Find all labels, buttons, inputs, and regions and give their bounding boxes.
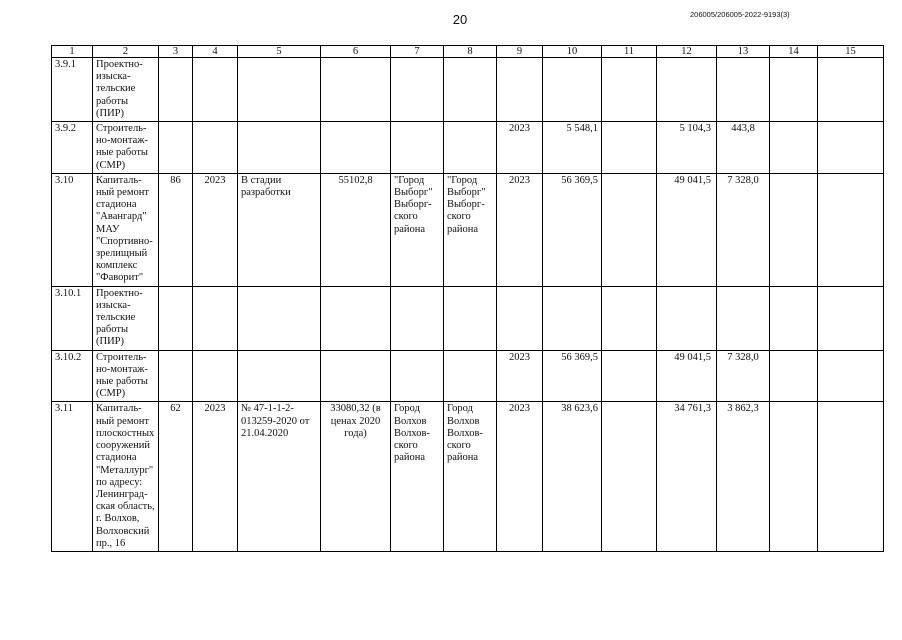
- table-cell: [818, 286, 884, 350]
- table-cell: [391, 122, 444, 174]
- table-row: [52, 286, 884, 350]
- header-cell: 5: [238, 46, 321, 58]
- header-cell: 8: [444, 46, 497, 58]
- table-cell: [770, 402, 818, 551]
- row-number-cell: 3.11: [52, 402, 93, 551]
- table-cell: [444, 122, 497, 174]
- amount-cell: 49 041,5: [657, 350, 717, 402]
- table-cell: [602, 58, 657, 122]
- header-cell: 14: [770, 46, 818, 58]
- amount-cell: 38 623,6: [543, 402, 602, 551]
- table-row: [52, 402, 884, 551]
- table-cell: В стадии разработки: [238, 173, 321, 286]
- table-cell: [717, 58, 770, 122]
- table-cell: [543, 286, 602, 350]
- header-cell: 13: [717, 46, 770, 58]
- amount-cell: 7 328,0: [717, 173, 770, 286]
- amount-cell: 34 761,3: [657, 402, 717, 551]
- year-cell: 2023: [497, 173, 543, 286]
- table-cell: [497, 286, 543, 350]
- table-cell: [657, 286, 717, 350]
- table-cell: [770, 350, 818, 402]
- header-cell: 3: [159, 46, 193, 58]
- table-cell: [444, 58, 497, 122]
- table-cell: [770, 58, 818, 122]
- table-cell: [818, 122, 884, 174]
- table-cell: [391, 286, 444, 350]
- table-cell: [818, 402, 884, 551]
- row-number-cell: 3.10.1: [52, 286, 93, 350]
- table-cell: [238, 122, 321, 174]
- table-cell: [818, 173, 884, 286]
- table-header-row: [52, 46, 884, 58]
- table-row: [52, 58, 884, 122]
- table-cell: [321, 58, 391, 122]
- amount-cell: 56 369,5: [543, 350, 602, 402]
- table-cell: [321, 286, 391, 350]
- table-cell: [770, 173, 818, 286]
- amount-cell: 3 862,3: [717, 402, 770, 551]
- table-cell: [602, 350, 657, 402]
- row-number-cell: 3.10: [52, 173, 93, 286]
- table-cell: [543, 58, 602, 122]
- table-cell: [391, 58, 444, 122]
- table-cell: [602, 173, 657, 286]
- table-cell: [238, 350, 321, 402]
- table-cell: [602, 122, 657, 174]
- table-cell: [238, 286, 321, 350]
- table-cell: [159, 58, 193, 122]
- amount-cell: 56 369,5: [543, 173, 602, 286]
- table-cell: [238, 58, 321, 122]
- table-cell: [770, 122, 818, 174]
- table-cell: [657, 58, 717, 122]
- object-name-cell: Капиталь-ный ремонт плоскостных сооружений стадиона "Металлург" по адресу: Ленинград-ская область, г. Волхов, Волховский пр., 16: [93, 402, 159, 551]
- header-cell: 11: [602, 46, 657, 58]
- amount-cell: 49 041,5: [657, 173, 717, 286]
- table-row: [52, 173, 884, 286]
- header-cell: 2: [93, 46, 159, 58]
- table-cell: 62: [159, 402, 193, 551]
- header-cell: 9: [497, 46, 543, 58]
- table-cell: "Город Выборг" Выборг-ского района: [391, 173, 444, 286]
- header-cell: 6: [321, 46, 391, 58]
- object-name-cell: Строитель-но-монтаж-ные работы (СМР): [93, 122, 159, 174]
- year-cell: 2023: [497, 122, 543, 174]
- header-cell: 7: [391, 46, 444, 58]
- table-cell: [193, 350, 238, 402]
- row-number-cell: 3.10.2: [52, 350, 93, 402]
- table-cell: [602, 402, 657, 551]
- object-name-cell: Проектно-изыска-тельские работы (ПИР): [93, 286, 159, 350]
- table-cell: 55102,8: [321, 173, 391, 286]
- document-id: 206005/206005-2022-9193(3): [690, 10, 790, 19]
- table-cell: 33080,32 (в ценах 2020 года): [321, 402, 391, 551]
- table-cell: [444, 286, 497, 350]
- amount-cell: 5 548,1: [543, 122, 602, 174]
- table-cell: [391, 350, 444, 402]
- table-cell: [159, 122, 193, 174]
- table-cell: [193, 286, 238, 350]
- table-row: [52, 350, 884, 402]
- object-name-cell: Капиталь-ный ремонт стадиона "Авангард" МАУ "Спортивно-зрелищный комплекс "Фаворит": [93, 173, 159, 286]
- table-cell: [444, 350, 497, 402]
- header-cell: 4: [193, 46, 238, 58]
- table-cell: [321, 122, 391, 174]
- year-cell: 2023: [193, 402, 238, 551]
- year-cell: 2023: [193, 173, 238, 286]
- table-cell: "Город Выборг" Выборг-ского района: [444, 173, 497, 286]
- table-cell: [159, 350, 193, 402]
- amount-cell: 7 328,0: [717, 350, 770, 402]
- header-cell: 12: [657, 46, 717, 58]
- object-name-cell: Строитель-но-монтаж-ные работы (СМР): [93, 350, 159, 402]
- table-cell: [193, 58, 238, 122]
- header-cell: 15: [818, 46, 884, 58]
- table-cell: [818, 350, 884, 402]
- table-cell: 86: [159, 173, 193, 286]
- table-cell: [717, 286, 770, 350]
- table-cell: [818, 58, 884, 122]
- row-number-cell: 3.9.2: [52, 122, 93, 174]
- table-cell: [321, 350, 391, 402]
- year-cell: 2023: [497, 350, 543, 402]
- table-cell: [770, 286, 818, 350]
- header-cell: 1: [52, 46, 93, 58]
- header-cell: 10: [543, 46, 602, 58]
- row-number-cell: 3.9.1: [52, 58, 93, 122]
- object-name-cell: Проектно-изыска-тельские работы (ПИР): [93, 58, 159, 122]
- table-cell: [193, 122, 238, 174]
- year-cell: 2023: [497, 402, 543, 551]
- table-cell: № 47-1-1-2-013259-2020 от 21.04.2020: [238, 402, 321, 551]
- table-cell: [602, 286, 657, 350]
- table-cell: [497, 58, 543, 122]
- table-cell: Город Волхов Волхов-ского района: [444, 402, 497, 551]
- amount-cell: 443,8: [717, 122, 770, 174]
- page-number: 20: [452, 12, 468, 27]
- table-cell: Город Волхов Волхов-ского района: [391, 402, 444, 551]
- amount-cell: 5 104,3: [657, 122, 717, 174]
- table-row: [52, 122, 884, 174]
- data-table: [51, 45, 884, 552]
- table-cell: [159, 286, 193, 350]
